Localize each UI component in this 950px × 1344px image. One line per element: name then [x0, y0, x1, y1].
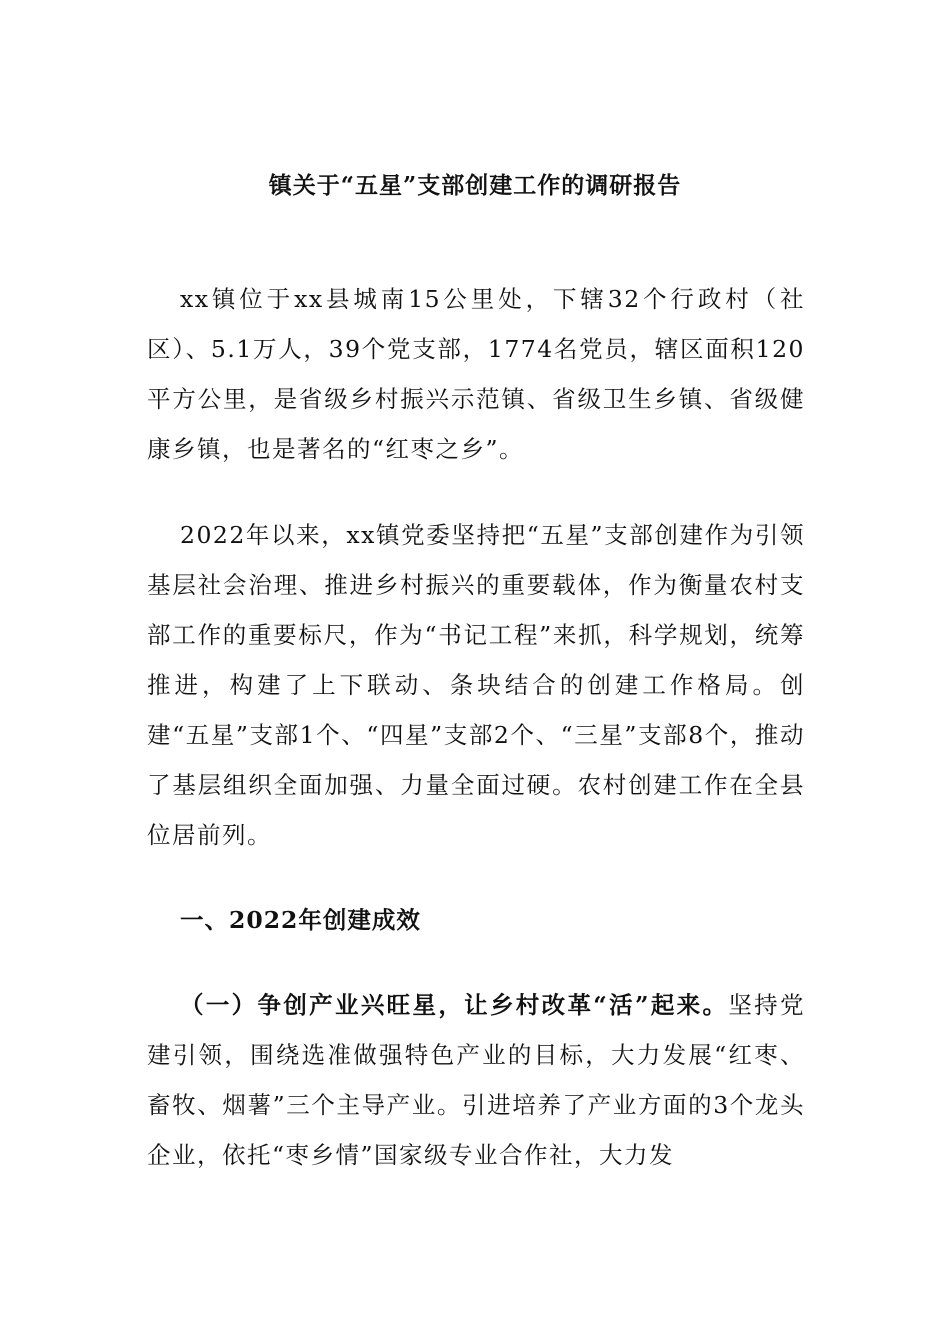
document-title: 镇关于“五星”支部创建工作的调研报告	[268, 172, 682, 199]
subsection-1-lead: （一）争创产业兴旺星，让乡村改革“活”起来。	[180, 991, 729, 1019]
paragraph-overview: 2022年以来，xx镇党委坚持把“五星”支部创建作为引领基层社会治理、推进乡村振兴的重要载体，作为衡量农村支部工作的重要标尺，作为“书记工程”来抓，科学规划，统筹推进，构建了上下联动、条块结合的创建工作格局。创建“五星”支部1个、“四星”支部2个、“三星”支部8个，推动了基层组织全面加强、力量全面过硬。农村创建工作在全县位居前列。	[147, 521, 805, 849]
paragraph-intro: xx镇位于xx县城南15公里处，下辖32个行政村（社区）、5.1万人，39个党支部，1774名党员，辖区面积120平方公里，是省级乡村振兴示范镇、省级卫生乡镇、省级健康乡镇，也是著名的“红枣之乡”。	[147, 285, 805, 463]
section-heading-1: 一、2022年创建成效	[180, 906, 421, 934]
subsection-1-body: 坚持党建引领，围绕选准做强特色产业的目标，大力发展“红枣、畜牧、烟薯”三个主导产业。引进培养了产业方面的3个龙头企业，依托“枣乡情”国家级专业合作社，大力发	[147, 991, 805, 1169]
paragraph-subsection-1	[147, 980, 805, 1180]
